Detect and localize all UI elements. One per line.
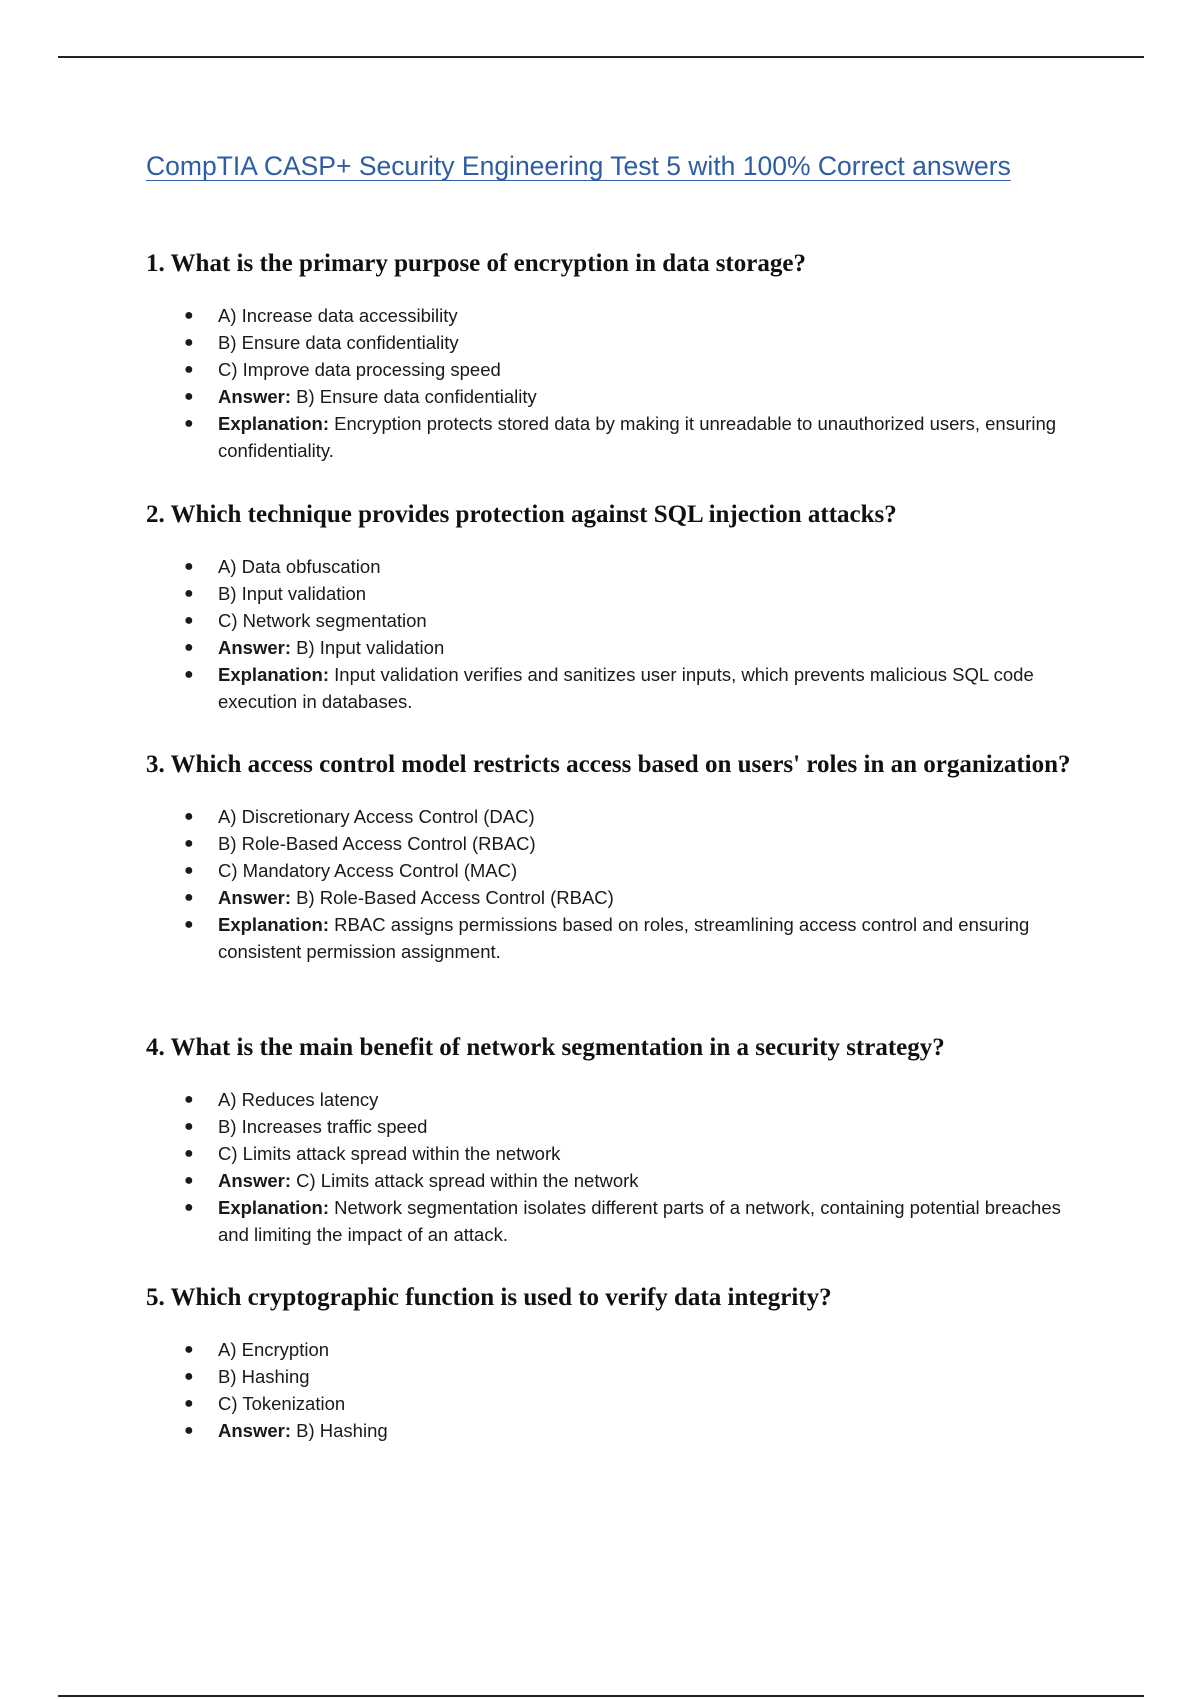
bullet-icon: ●: [184, 808, 194, 825]
answer-line: [146, 383, 1096, 410]
option-c: [146, 857, 1096, 884]
option-text: A) Increase data accessibility: [218, 305, 458, 326]
bullet-icon: ●: [184, 889, 194, 906]
header-rule: [58, 56, 1144, 58]
option-c: [146, 356, 1096, 383]
explanation-label: Explanation:: [218, 664, 330, 685]
question-heading: 1. What is the primary purpose of encryption in data storage?: [146, 250, 806, 277]
answer-text: C) Limits attack spread within the network: [296, 1170, 639, 1191]
bullet-icon: ●: [184, 916, 194, 933]
question-1: [146, 247, 1096, 464]
option-b: [146, 1363, 1096, 1390]
bullet-icon: ●: [184, 1341, 194, 1358]
bullet-icon: ●: [184, 835, 194, 852]
answer-line: [146, 1417, 1096, 1444]
explanation-label: Explanation:: [218, 1197, 330, 1218]
option-text: B) Hashing: [218, 1366, 310, 1387]
explanation-label: Explanation:: [218, 914, 330, 935]
option-text: C) Network segmentation: [218, 610, 427, 631]
option-c: [146, 1140, 1096, 1167]
option-text: A) Discretionary Access Control (DAC): [218, 806, 535, 827]
answer-text: B) Ensure data confidentiality: [296, 386, 537, 407]
question-options-list: [146, 803, 1096, 965]
option-a: [146, 1336, 1096, 1363]
explanation-line: [146, 1194, 1096, 1248]
answer-label: Answer:: [218, 1420, 291, 1441]
answer-line: [146, 1167, 1096, 1194]
option-text: C) Tokenization: [218, 1393, 346, 1414]
option-b: [146, 1113, 1096, 1140]
answer-label: Answer:: [218, 887, 291, 908]
bullet-icon: ●: [184, 1368, 194, 1385]
bullet-icon: ●: [184, 585, 194, 602]
question-options-list: [146, 1336, 1096, 1444]
option-b: [146, 580, 1096, 607]
explanation-line: [146, 410, 1096, 464]
bullet-icon: ●: [184, 1145, 194, 1162]
question-4: [146, 1031, 1096, 1248]
option-text: B) Input validation: [218, 583, 367, 604]
option-text: A) Encryption: [218, 1339, 330, 1360]
bullet-icon: ●: [184, 1091, 194, 1108]
option-a: [146, 1086, 1096, 1113]
explanation-text: Input validation verifies and sanitizes user inputs, which prevents malicious SQL code execution in databases.: [218, 664, 1034, 712]
bullet-icon: ●: [184, 639, 194, 656]
explanation-line: [146, 911, 1096, 965]
option-b: [146, 830, 1096, 857]
option-text: B) Ensure data confidentiality: [218, 332, 459, 353]
answer-text: B) Role-Based Access Control (RBAC): [296, 887, 614, 908]
option-text: A) Data obfuscation: [218, 556, 381, 577]
question-heading: 4. What is the main benefit of network segmentation in a security strategy?: [146, 1034, 945, 1061]
option-text: C) Improve data processing speed: [218, 359, 501, 380]
question-heading: 3. Which access control model restricts access based on users' roles in an organization?: [146, 751, 1071, 778]
bullet-icon: ●: [184, 1118, 194, 1135]
answer-label: Answer:: [218, 637, 291, 658]
bullet-icon: ●: [184, 558, 194, 575]
option-c: [146, 1390, 1096, 1417]
option-text: B) Increases traffic speed: [218, 1116, 428, 1137]
question-options-list: [146, 302, 1096, 464]
answer-text: B) Hashing: [296, 1420, 388, 1441]
bullet-icon: ●: [184, 388, 194, 405]
question-3: [146, 748, 1096, 965]
option-b: [146, 329, 1096, 356]
document-title: CompTIA CASP+ Security Engineering Test 5 with 100% Correct answers: [146, 151, 1011, 181]
bullet-icon: ●: [184, 862, 194, 879]
explanation-text: RBAC assigns permissions based on roles, streamlining access control and ensuring consistent permission assignment.: [218, 914, 1030, 962]
question-heading: 5. Which cryptographic function is used to verify data integrity?: [146, 1284, 832, 1311]
answer-text: B) Input validation: [296, 637, 445, 658]
bullet-icon: ●: [184, 666, 194, 683]
option-text: C) Mandatory Access Control (MAC): [218, 860, 518, 881]
answer-label: Answer:: [218, 386, 291, 407]
explanation-label: Explanation:: [218, 413, 330, 434]
bullet-icon: ●: [184, 1422, 194, 1439]
question-5: [146, 1281, 1096, 1444]
option-a: [146, 302, 1096, 329]
bullet-icon: ●: [184, 1172, 194, 1189]
question-2: [146, 498, 1096, 715]
bullet-icon: ●: [184, 307, 194, 324]
bullet-icon: ●: [184, 334, 194, 351]
answer-line: [146, 884, 1096, 911]
bullet-icon: ●: [184, 1395, 194, 1412]
explanation-text: Network segmentation isolates different parts of a network, containing potential breaches and limiting the impact of an attack.: [218, 1197, 1061, 1245]
explanation-line: [146, 661, 1096, 715]
bullet-icon: ●: [184, 361, 194, 378]
footer-rule: [58, 1695, 1144, 1697]
question-options-list: [146, 553, 1096, 715]
bullet-icon: ●: [184, 1199, 194, 1216]
question-options-list: [146, 1086, 1096, 1248]
option-text: A) Reduces latency: [218, 1089, 379, 1110]
option-a: [146, 803, 1096, 830]
bullet-icon: ●: [184, 612, 194, 629]
answer-label: Answer:: [218, 1170, 291, 1191]
option-text: C) Limits attack spread within the network: [218, 1143, 561, 1164]
explanation-text: Encryption protects stored data by making it unreadable to unauthorized users, ensuring confidentiality.: [218, 413, 1057, 461]
answer-line: [146, 634, 1096, 661]
bullet-icon: ●: [184, 415, 194, 432]
option-c: [146, 607, 1096, 634]
option-a: [146, 553, 1096, 580]
option-text: B) Role-Based Access Control (RBAC): [218, 833, 536, 854]
question-heading: 2. Which technique provides protection against SQL injection attacks?: [146, 501, 897, 528]
